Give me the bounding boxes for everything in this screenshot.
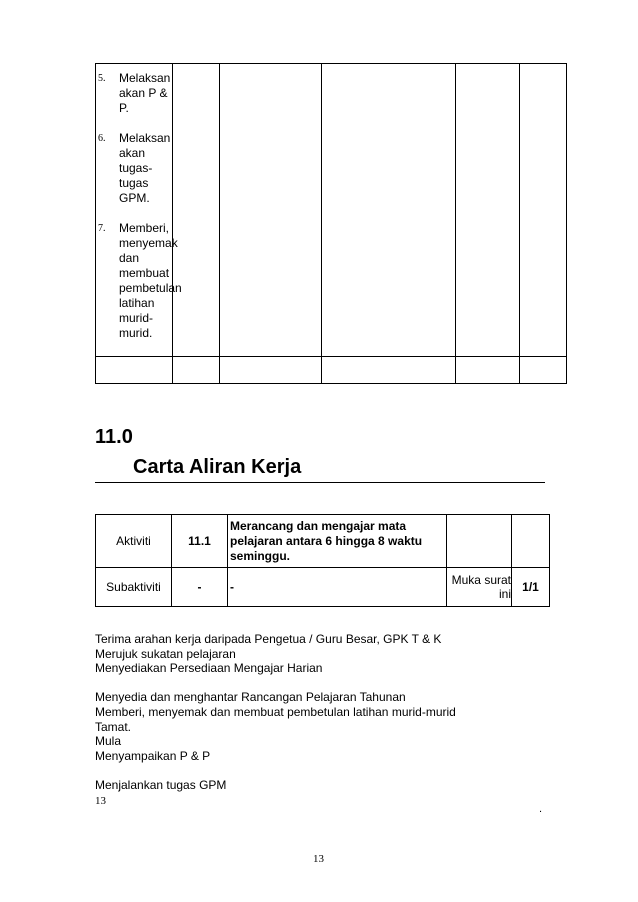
empty-cell — [520, 64, 567, 357]
empty-cell — [322, 64, 456, 357]
page-number: 13 — [313, 853, 324, 865]
subactivity-number: - — [172, 568, 228, 607]
section-title: Carta Aliran Kerja — [133, 456, 302, 478]
step-text: Memberi, menyemak dan membuat pembetulan latihan murid-murid. — [119, 221, 182, 340]
empty-cell — [220, 64, 322, 357]
step-number: 5. — [98, 73, 106, 84]
text-line: Tamat. — [95, 719, 132, 734]
text-line: Menyediakan Persediaan Mengajar Harian — [95, 661, 323, 676]
text-line: Menyampaikan P & P — [95, 748, 211, 763]
empty-cell — [456, 357, 520, 384]
workflow-text — [95, 632, 545, 793]
step-number: 6. — [98, 133, 106, 144]
steps-cell — [96, 64, 182, 357]
activity-number: 11.1 — [172, 515, 228, 568]
activity-table — [95, 514, 550, 607]
empty-cell — [322, 357, 456, 384]
activity-description: Merancang dan mengajar mata pelajaran antara 6 hingga 8 waktu seminggu. — [228, 515, 447, 568]
empty-cell — [512, 515, 550, 568]
footer-page-ref: 13 — [95, 795, 106, 807]
text-line: Menyedia dan menghantar Rancangan Pelajaran Tahunan — [95, 690, 406, 705]
section-number: 11.0 — [95, 426, 133, 448]
page-label: Muka surat ini — [447, 568, 512, 607]
step-item — [96, 221, 182, 341]
text-line: Merujuk sukatan pelajaran — [95, 646, 236, 661]
empty-cell — [173, 357, 220, 384]
activity-label: Aktiviti — [96, 515, 172, 568]
footer-dot: . — [539, 803, 543, 815]
subactivity-description: - — [228, 568, 447, 607]
step-number: 7. — [98, 223, 106, 234]
empty-cell — [456, 64, 520, 357]
section-divider — [95, 482, 545, 483]
step-text: Melaksan akan tugas-tugas GPM. — [119, 131, 171, 205]
subactivity-label: Subaktiviti — [96, 568, 172, 607]
text-line: Terima arahan kerja daripada Pengetua / Guru Besar, GPK T & K — [95, 632, 442, 646]
steps-table — [95, 63, 567, 384]
empty-cell — [520, 357, 567, 384]
steps-list — [96, 64, 182, 341]
spacer — [95, 763, 545, 778]
page-value: 1/1 — [512, 568, 550, 607]
step-item — [96, 71, 172, 116]
empty-cell — [220, 357, 322, 384]
text-line: Mula — [95, 734, 122, 749]
empty-cell — [96, 357, 173, 384]
empty-cell — [173, 64, 220, 357]
step-text: Melaksan akan P & P. — [119, 71, 171, 115]
text-line: Menjalankan tugas GPM — [95, 777, 227, 792]
spacer — [95, 676, 545, 691]
text-line: Memberi, menyemak dan membuat pembetulan latihan murid-murid — [95, 704, 456, 719]
empty-cell — [447, 515, 512, 568]
step-item — [96, 131, 172, 206]
